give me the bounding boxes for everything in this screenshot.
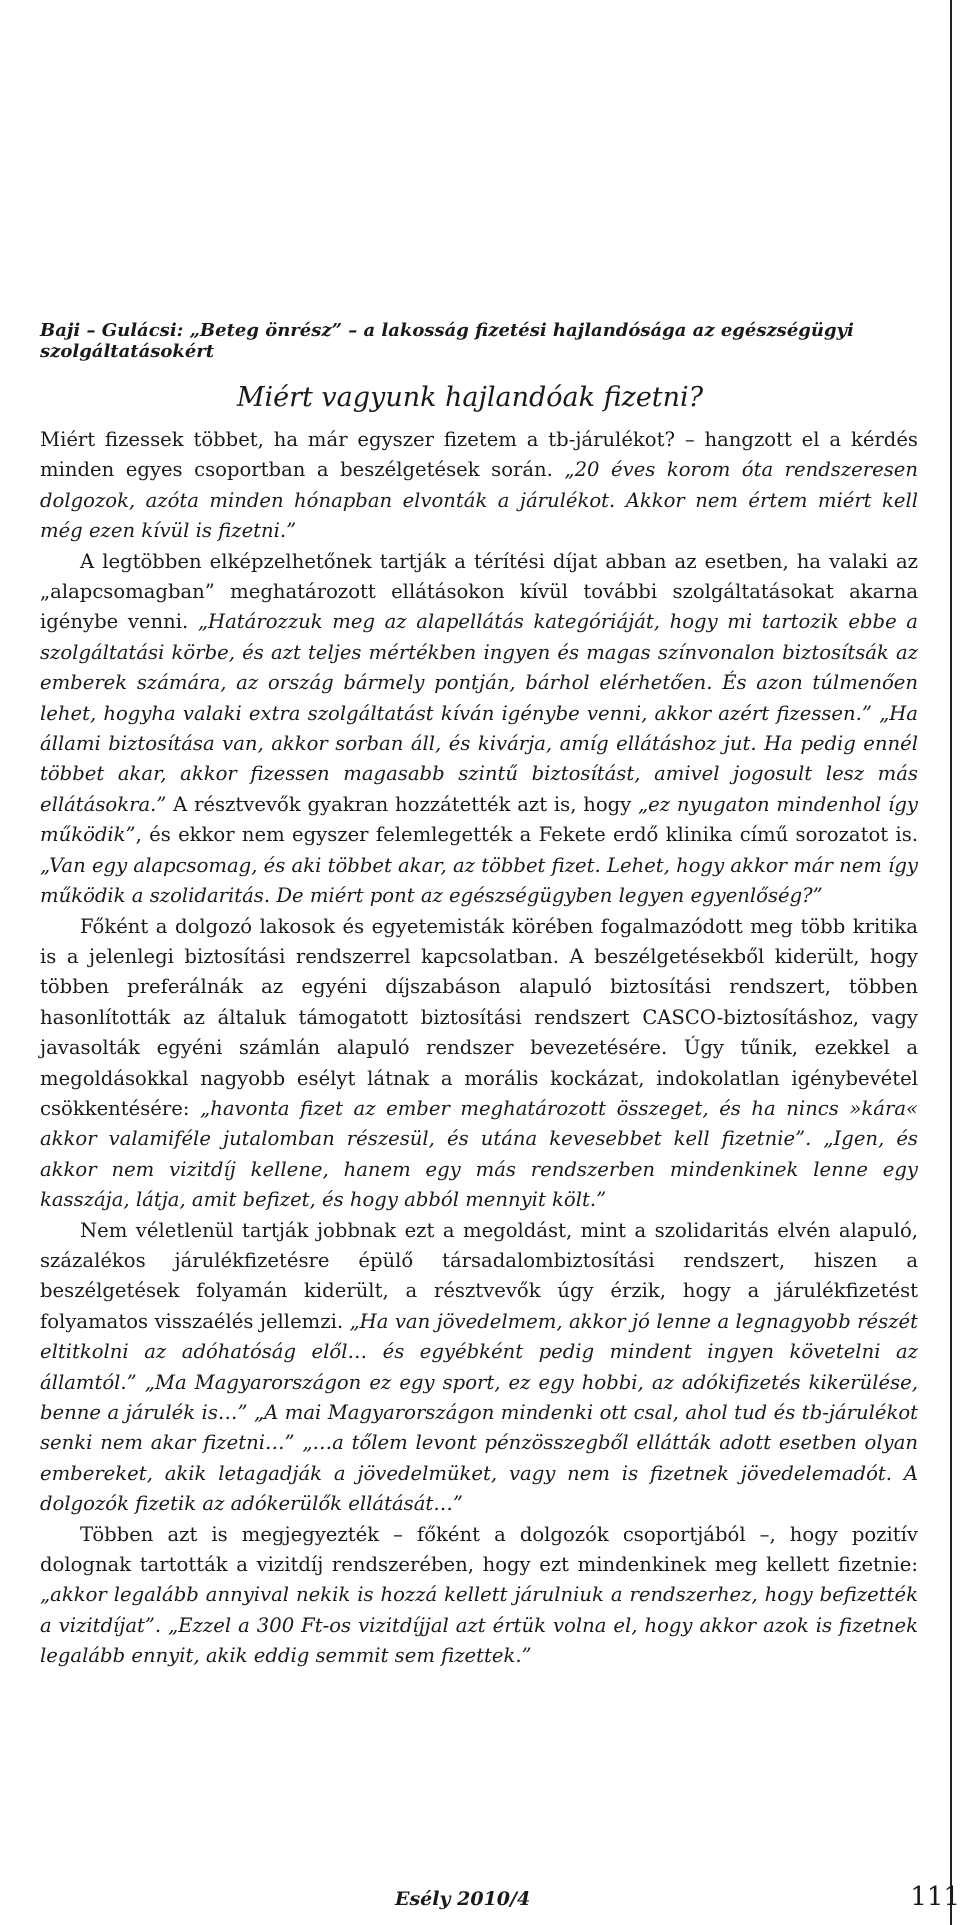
running-header: Baji – Gulácsi: „Beteg önrész” – a lakosság fizetési hajlandósága az egészségügyi szolgáltatásokért — [40, 320, 854, 362]
text-run: Miért fizessek többet, ha már egyszer fizetem a tb-járulékot? – hangzott el a kérdés minden egyes csoportban a beszélgetések során. — [40, 428, 918, 482]
paragraph — [40, 912, 918, 1216]
paragraph — [40, 547, 918, 912]
text-run: Nem véletlenül tartják jobbnak ezt a megoldást, mint a szolidaritás elvén alapuló, százalékos járulékfizetésre épülő társadalombiztosítási rendszert, hiszen a beszélgetések folyamán kiderült, a résztvevők úgy érzik, hogy a járulékfizetést folyamatos visszaélés jellemzi. — [40, 1218, 918, 1333]
paragraph — [40, 425, 918, 547]
paragraph — [40, 1520, 918, 1672]
journal-issue: Esély 2010/4 — [395, 1888, 531, 1910]
paragraph — [40, 1216, 918, 1520]
quote-run: „akkor legalább annyival nekik is hozzá kellett járulniuk a rendszerhez, hogy befizették a vizitdíjat”. „Ezzel a 300 Ft-os vizitdíjjal azt értük volna el, hogy akkor azok is fizetnek legalább ennyit, akik eddig semmit sem fizettek.” — [40, 1583, 918, 1668]
article-body — [40, 425, 918, 1672]
quote-run: „ez nyugaton mindenhol így működik” — [40, 792, 918, 847]
text-run: A legtöbben elképzelhetőnek tartják a térítési díjat abban az esetben, ha valaki az „alapcsomagban” meghatározott ellátásokon kívül további szolgáltatásokat akarna igénybe venni. — [40, 549, 918, 634]
text-run: , és ekkor nem egyszer felemlegették a Fekete erdő klinika című sorozatot is. — [135, 823, 918, 847]
page-footer — [0, 1882, 960, 1918]
text-run: Többen azt is megjegyezték – főként a dolgozók csoportjából –, hogy pozitív dolognak tartották a vizitdíj rendszerében, hogy ezt mindenkinek meg kellett fizetnie: — [40, 1522, 918, 1577]
page-edge-rule — [950, 0, 952, 1925]
quote-run: „havonta fizet az ember meghatározott összeget, és ha nincs »kára« akkor valamiféle jutalomban részesül, és utána kevesebbet kell fizetnie”. „Igen, és akkor nem vizitdíj kellene, hanem egy más rendszerben mindenkinek lenne egy kasszája, látja, amit befizet, és hogy abból mennyit költ.” — [40, 1096, 918, 1212]
quote-run: „20 éves korom óta rendszeresen dolgozok, azóta minden hónapban elvonták a járulékot. Akkor nem értem miért kell még ezen kívül is fizetni.” — [40, 458, 919, 543]
page-number: 111 — [910, 1882, 960, 1912]
text-run: Főként a dolgozó lakosok és egyetemisták körében fogalmazódott meg több kritika is a jelenlegi biztosítási rendszerrel kapcsolatban. A beszélgetésekből kiderült, hogy többen preferálnák az egyéni díjszabáson alapuló biztosítási rendszert, többen hasonlították az általuk támogatott biztosítási rendszert CASCO-biztosításhoz, vagy javasolták egyéni számlán alapuló rendszer bevezetésére. Úgy tűnik, ezekkel a megoldásokkal nagyobb esélyt látnak a morális kockázat, indokolatlan igénybevétel csökkentésére: — [40, 914, 918, 1120]
quote-run: „Határozzuk meg az alapellátás kategóriáját, hogy mi tartozik ebbe a szolgáltatási körbe, és azt teljes mértékben ingyen és magas színvonalon biztosítsák az emberek számára, az ország bármely pontján, bárhol elérhetően. És azon túlmenően lehet, hogyha valaki extra szolgáltatást kíván igénybe venni, akkor azért fizessen.” „Ha állami biztosítása van, akkor sorban áll, és kivárja, amíg ellátáshoz jut. Ha pedig ennél többet akar, akkor fizessen magasabb szintű biztosítást, amivel jogosult lesz más ellátásokra.” — [40, 610, 918, 816]
section-title: Miért vagyunk hajlandóak fizetni? — [236, 382, 704, 413]
text-run: A résztvevők gyakran hozzátették azt is, hogy — [166, 792, 638, 816]
quote-run: „Van egy alapcsomag, és aki többet akar, az többet fizet. Lehet, hogy akkor már nem így működik a szolidaritás. De miért pont az egészségügyben legyen egyenlőség?” — [40, 853, 918, 908]
quote-run: „Ha van jövedelmem, akkor jó lenne a legnagyobb részét eltitkolni az adóhatóság elől… és egyébként pedig mindent ingyen követelni az államtól.” „Ma Magyarországon ez egy sport, ez egy hobbi, az adókifizetés kikerülése, benne a járulék is…” „A mai Magyarországon mindenki ott csal, ahol tud és tb-járulékot senki nem akar fizetni…” „…a tőlem levont pénzösszegből ellátták adott esetben olyan embereket, akik letagadják a jövedelmüket, vagy nem is fizetnek jövedelemadót. A dolgozók fizetik az adókerülők ellátását…” — [40, 1309, 918, 1516]
